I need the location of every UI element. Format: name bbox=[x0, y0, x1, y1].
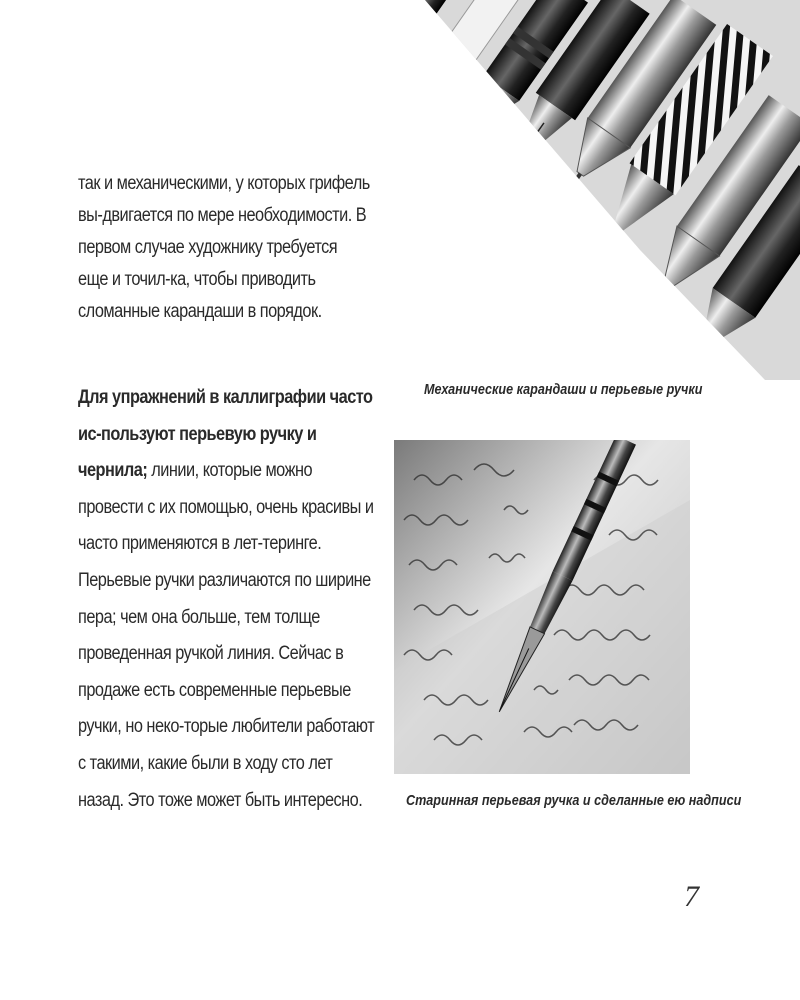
page-number: 7 bbox=[684, 880, 699, 913]
antique-pen-photo bbox=[394, 440, 690, 774]
pens-and-pencils-photo bbox=[410, 0, 800, 380]
paragraph-lead: Для упражнений в каллиграфии часто ис-пользуют перьевую ручку и чернила; bbox=[78, 387, 373, 482]
body-paragraph-2 bbox=[78, 380, 379, 819]
body-paragraph-1: так и механическими, у которых грифель вы-двигается по мере необходимости. В первом случае художнику требуется еще и точил-ка, чтобы приводить сломанные карандаши в порядок. bbox=[78, 173, 370, 322]
pens-photo-caption: Механические карандаши и перьевые ручки bbox=[424, 381, 703, 398]
antique-pen-photo-caption: Старинная перьевая ручка и сделанные ею надписи bbox=[406, 792, 742, 809]
paragraph-body: линии, которые можно провести с их помощью, очень красивы и часто применяются в лет-теринге. Перьевые ручки различаются по ширине пера; чем она больше, тем толще проведенная ручкой линия. Сейчас в продаже есть современные перьевые ручки, но неко-торые любители работают с такими, какие были в ходу сто лет назад. Это тоже может быть интересно. bbox=[78, 460, 375, 811]
